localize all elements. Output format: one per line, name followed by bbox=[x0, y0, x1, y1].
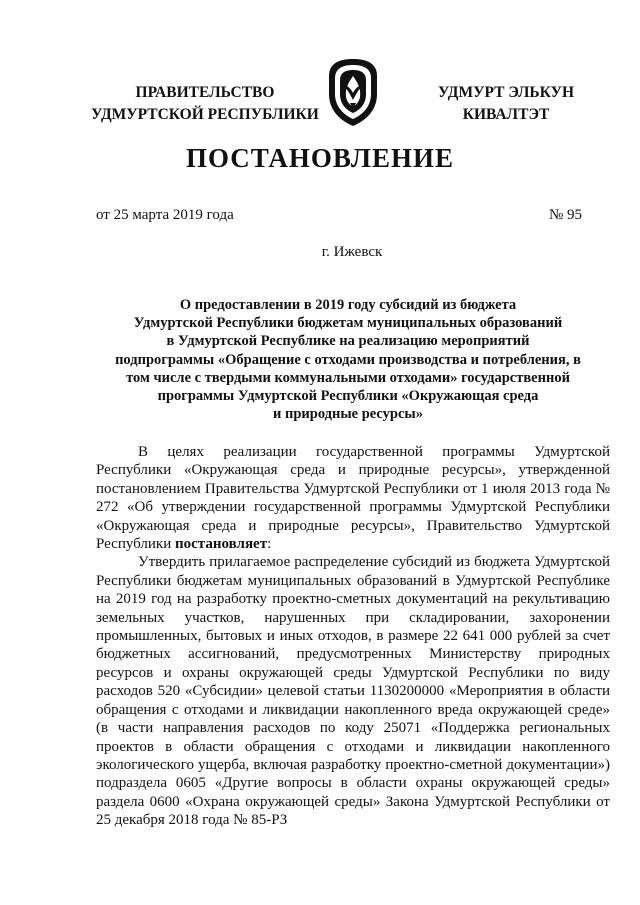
issuer-russian-line-1: ПРАВИТЕЛЬСТВО bbox=[135, 84, 275, 101]
document-city: г. Ижевск bbox=[321, 244, 383, 260]
issuer-udmurt bbox=[416, 82, 596, 126]
title-line: том числе с твердыми коммунальными отходами» государственной bbox=[126, 369, 570, 386]
title-line: в Удмуртской Республике на реализацию мероприятий bbox=[166, 333, 530, 350]
issuer-udmurt-line-1: УДМУРТ ЭЛЬКУН bbox=[437, 84, 575, 101]
body-paragraph-preamble bbox=[96, 443, 610, 553]
title-line: Удмуртской Республики бюджетам муниципальных образований bbox=[133, 315, 563, 332]
udmurt-coat-of-arms-icon bbox=[324, 56, 382, 128]
issuer-russian bbox=[84, 82, 326, 126]
title-line: и природные ресурсы» bbox=[273, 406, 423, 423]
issuer-russian-line-2: УДМУРТСКОЙ РЕСПУБЛИКИ bbox=[91, 106, 319, 123]
document-type: ПОСТАНОВЛЕНИЕ bbox=[185, 143, 455, 173]
preamble-end: : bbox=[267, 536, 272, 553]
resolves-keyword: постановляет bbox=[175, 536, 268, 553]
preamble-text: В целях реализации государственной программы Удмуртской Республики «Окружающая среда и природные ресурсы», утвержденной постановлением Правительства Удмуртской Республики от 1 июля 2013 года № 272 «Об утверждении государственной программы Удмуртской Республики «Окружающая среда и природные ресурсы», Правительство Удмуртской Республики bbox=[96, 444, 610, 553]
document-title bbox=[84, 296, 612, 423]
title-line: О предоставлении в 2019 году субсидий из бюджета bbox=[179, 297, 517, 313]
title-line: программы Удмуртской Республики «Окружающая среда bbox=[157, 388, 539, 405]
issuer-udmurt-line-2: КИВАЛТЭТ bbox=[462, 106, 550, 123]
document-date: от 25 марта 2019 года bbox=[96, 207, 234, 223]
body-paragraph-approve: Утвердить прилагаемое распределение субсидий из бюджета Удмуртской Республики бюджетам муниципальных образований в Удмуртской Республике на 2019 год на разработку проектно-сметных документаций на рекультивацию земельных участков, нарушенных при складировании, захоронении промышленных, бытовых и иных отходов, в размере 22 641 000 рублей за счет бюджетных ассигнований, предусмотренных Министерству природных ресурсов и охраны окружающей среды Удмуртской Республики по виду расходов 520 «Субсидии» целевой статьи 1130200000 «Мероприятия в области обращения с отходами и ликвидации накопленного вреда окружающей среде» (в части направления расходов по коду 25071 «Поддержка региональных проектов в области обращения с отходами и ликвидации накопленного экологического ущерба, включая разработку проектно-сметной документации») подраздела 0605 «Другие вопросы в области охраны окружающей среды» раздела 0600 «Охрана окружающей среды» Закона Удмуртской Республики от 25 декабря 2018 года № 85-РЗ bbox=[96, 554, 610, 829]
title-line: подпрограммы «Обращение с отходами производства и потребления, в bbox=[115, 351, 581, 368]
document-body bbox=[96, 443, 610, 830]
document-number: № 95 bbox=[549, 207, 583, 223]
